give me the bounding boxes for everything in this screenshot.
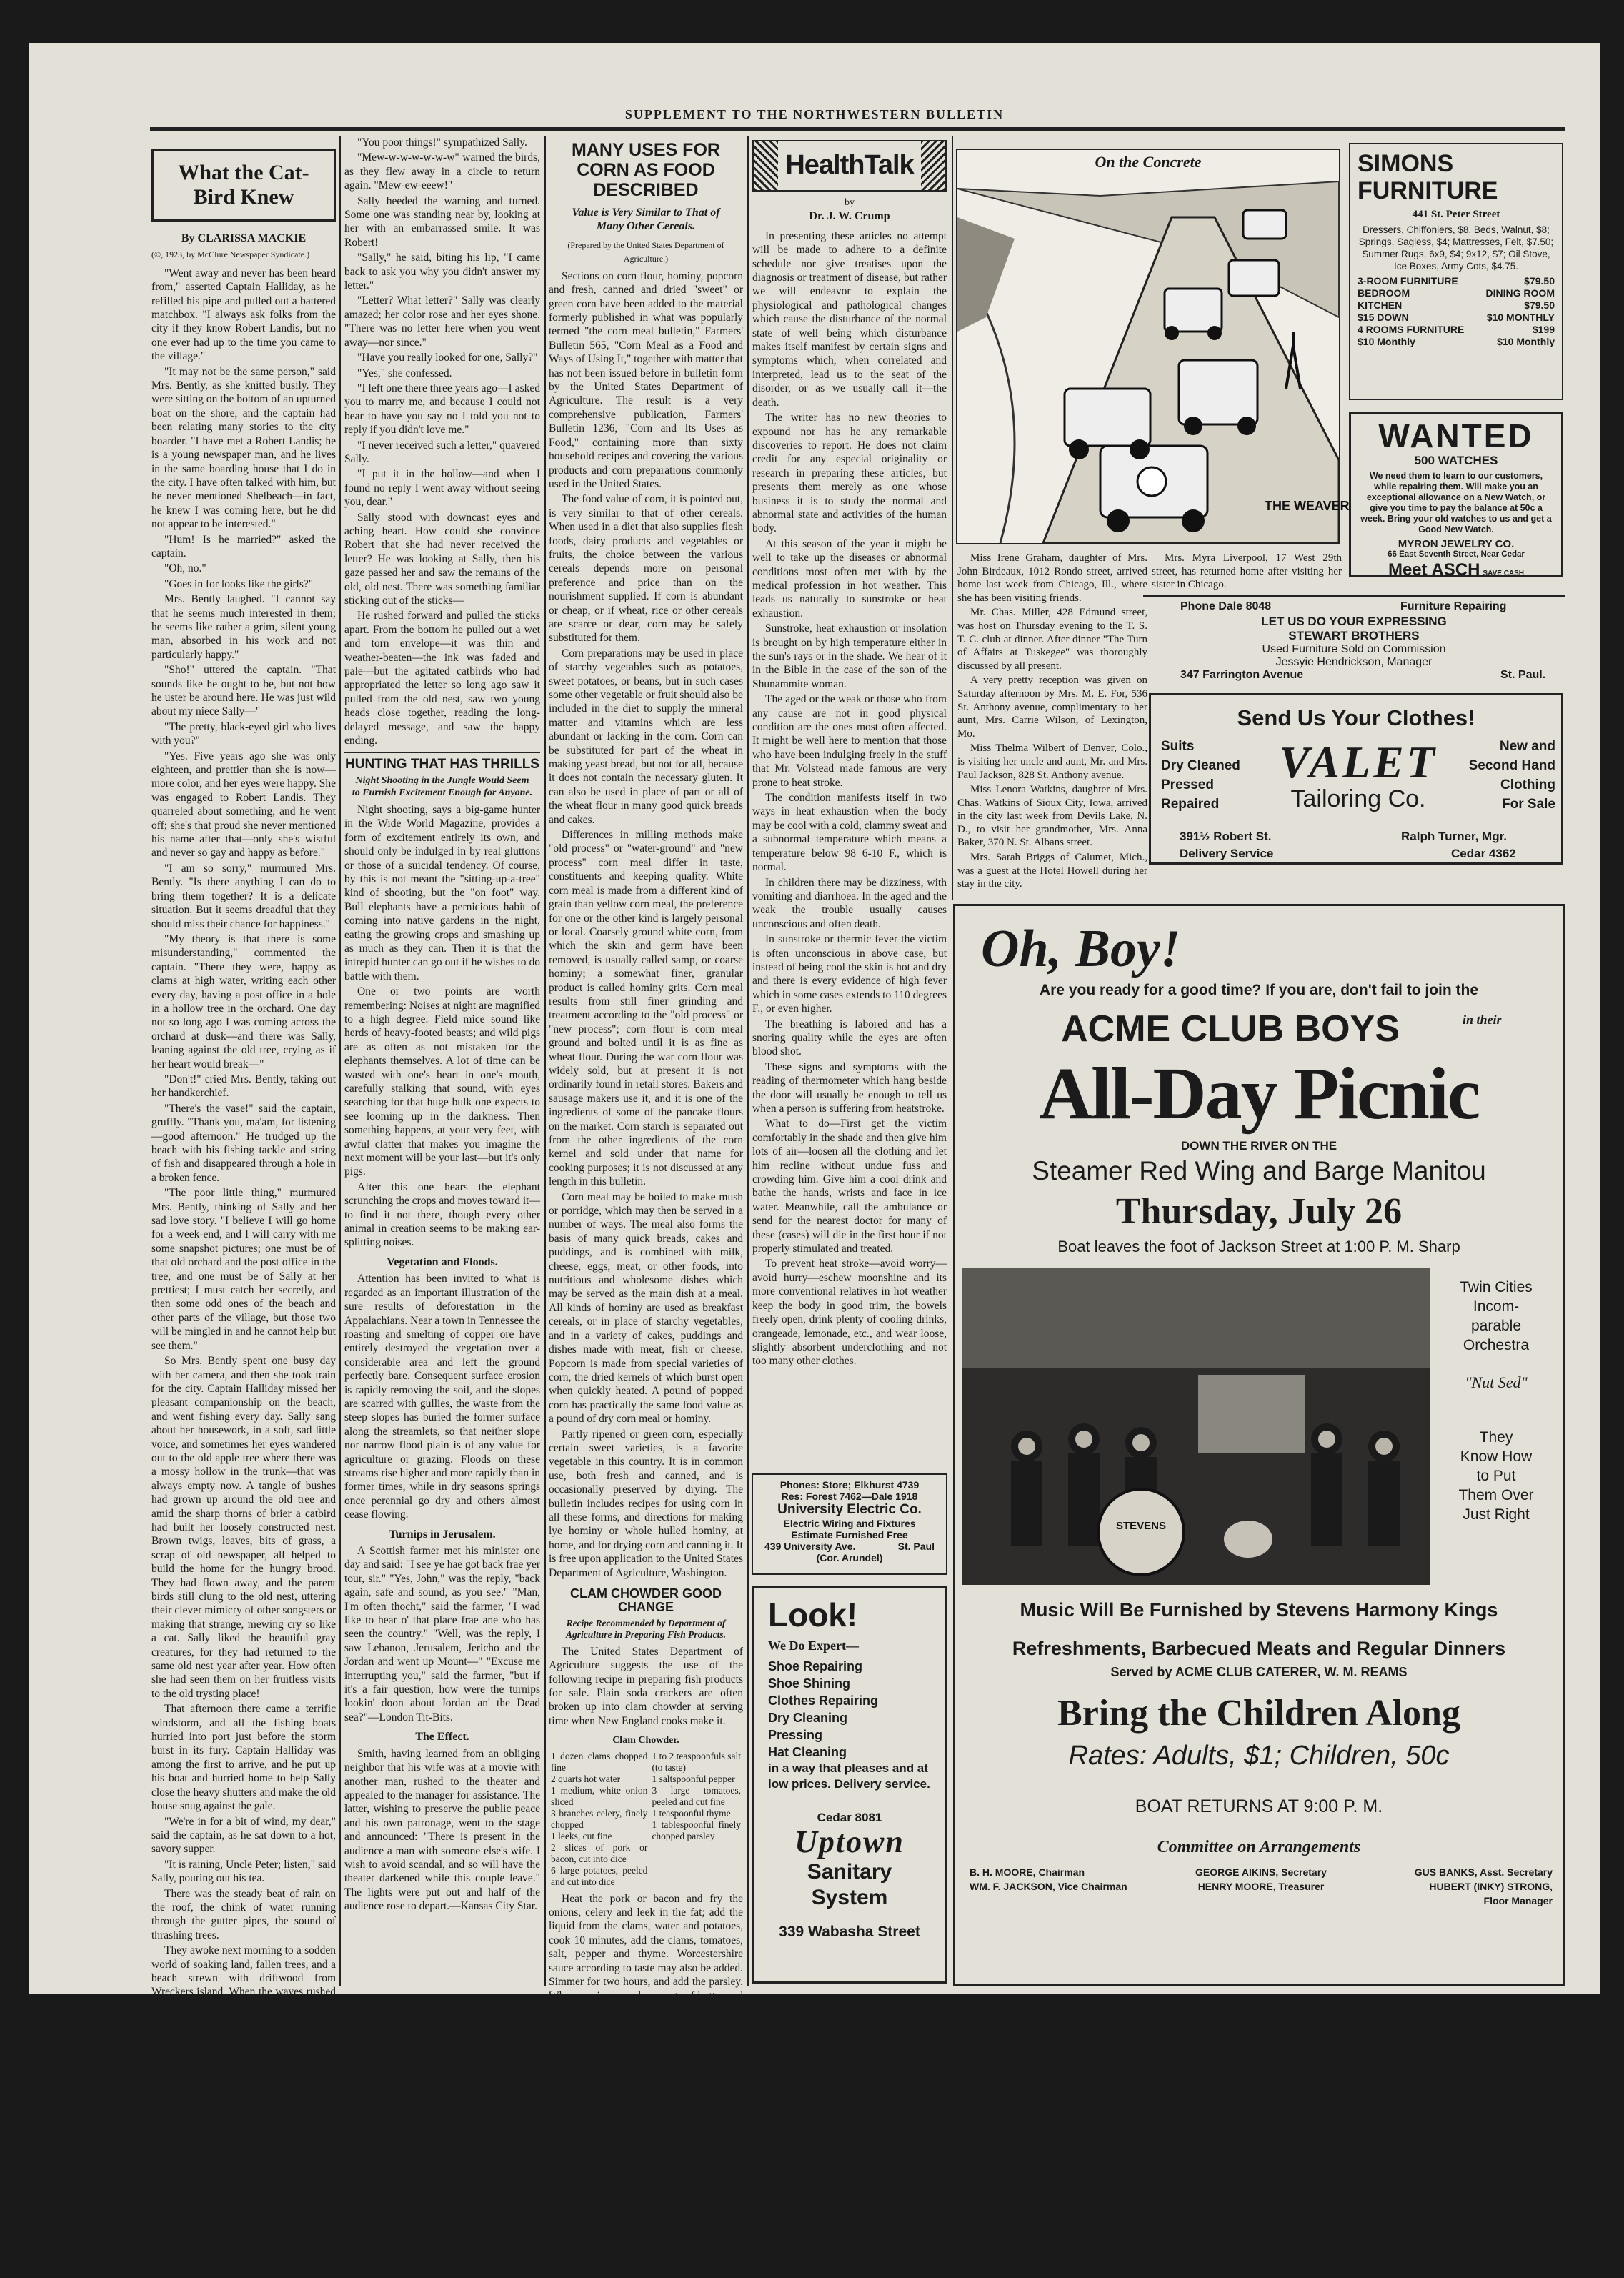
recipe-ingredient: 1 tablespoonful finely chopped parsley	[652, 1819, 741, 1841]
story-paragraph: "The poor little thing," murmured Mrs. Bently, thinking of Sally and her sad love story. "I believe I will go home for a week-end, and I will carry with me some snapshot pictures; one must be of that old orchard and the post office in the tree, and one must be of Sally at her prettiest; I must catch her secretly, and then some odd ones of the beach and other parts of the village, but those two will be mingled in and he cannot help but see them."	[151, 1187, 336, 1352]
section-rule	[344, 752, 540, 753]
health-paragraph: These signs and symptoms with the reading of thermometer which hang beside the door will usually be enough to tell us when a person is suffering from heatstroke.	[752, 1060, 947, 1115]
valet-sale-item: Clothing	[1500, 777, 1555, 792]
recipe-right-column	[649, 1751, 743, 1888]
story-paragraph: "Sally," he said, biting his lip, "I came back to ask you why you didn't answer my letter."	[344, 252, 540, 292]
valet-service: Delivery Service	[1180, 847, 1274, 860]
story-paragraph: "Sho!" uttered the captain. "That sounds like he ought to be, but not how he uster be around here. He was just wild about my niece Sally—"	[151, 664, 336, 718]
simons-price-cell: $10 MONTHLY	[1486, 312, 1555, 323]
officers-row	[970, 1865, 1553, 1879]
story-paragraph: "Went away and never has been heard from," asserted Captain Halliday, as he refilled his pipe and pulled out a battered matchbox. "I always ask folks from the city if they know Robert Landis, but no one ever had up to the time you came to the village."	[151, 267, 336, 363]
social-note: Miss Thelma Wilbert of Denver, Colo., is visiting her uncle and aunt, Mr. and Mrs. Paul Jackson, 828 St. Anthony avenue.	[957, 742, 1147, 781]
picnic-all-day: All-Day Picnic	[1038, 1053, 1480, 1135]
valet-sale-item: Second Hand	[1468, 758, 1555, 773]
health-border-ornament	[921, 141, 945, 190]
health-column	[752, 140, 947, 1469]
story-paragraph: "It is raining, Uncle Peter; listen," said Sally, pouring out his tea.	[151, 1858, 336, 1885]
story-paragraph: He rushed forward and pulled the sticks apart. From the bottom he pulled out a wet and torn envelope—it was thin and weather-beaten—the ink was faded and pale—but the agitated catbirds who had appropriated the letter so long ago saw it pulled from the old nest, saw two young heads close together, reading the long-delayed message, and saw the happy ending.	[344, 610, 540, 747]
story-paragraph: They awoke next morning to a sodden world of soaking land, fallen trees, and a beach strewn with driftwood from Wreckers island. When the waves rushed over Wreckers island one knew it was the worst storm of the season, for then the waves brought in a great quantity of broken ships' timber, of which there was always a plenty on the island.	[151, 1944, 336, 2068]
social-note: Mrs. Sarah Briggs of Calumet, Mich., was a guest at the Hotel Howell during her stay in the city.	[957, 852, 1147, 890]
simons-price-cell: $15 DOWN	[1358, 312, 1409, 323]
simons-name-2: FURNITURE	[1358, 177, 1498, 204]
simons-name: SIMONS	[1358, 150, 1454, 177]
electric-line-1: Electric Wiring and Fixtures	[783, 1518, 916, 1529]
committee-officer: HENRY MOORE, Treasurer	[1197, 1881, 1325, 1892]
recipe-ingredient: 1 leeks, cut fine	[551, 1830, 612, 1841]
wanted-address: 66 East Seventh Street, Near Cedar	[1388, 550, 1525, 559]
look-service-item: Pressing	[768, 1728, 823, 1742]
stewart-phone: Phone Dale 8048	[1180, 600, 1272, 612]
look-service-item: Dry Cleaning	[768, 1711, 848, 1725]
story-paragraph: "You poor things!" sympathized Sally.	[357, 136, 527, 149]
picnic-served: Served by ACME CLUB CATERER, W. M. REAMS	[1110, 1665, 1408, 1679]
recipe-ingredient: 3 large tomatoes, peeled and cut fine	[652, 1784, 741, 1807]
story-paragraph: "The pretty, black-eyed girl who lives with you?"	[151, 720, 336, 747]
social-notes-left-body	[957, 552, 1147, 891]
turnips-heading: Turnips in Jerusalem.	[389, 1528, 496, 1541]
story-paragraph: Captain Halliday went down to the beach to gather some of the driftwood for the winter fires, and Sally wandered through her ruined flower garden and then out to the orchard. There were cries of distress from the catbirds, who were perched in the old apple tree. Sally found their frail nest blown to the ground, and just brought up the thorn bushes was the bottom of the nest—of many nests—for each year the birds had reinforced the old home with new twigs, bits of string and paper. Now the ragged remains of the nest clung defiantly to the stems of the bush.	[151, 2070, 336, 2277]
electric-city: St. Paul	[897, 1541, 935, 1552]
cartoon-panel	[956, 149, 1350, 544]
picnic-ad	[953, 904, 1565, 1986]
story-paragraph: "Have you really looked for one, Sally?"	[357, 352, 538, 364]
thrills-subtitle: Night Shooting in the Jungle Would Seem to Furnish Excitement Enough for Anyone.	[352, 775, 533, 798]
vegetation-text: Attention has been invited to what is regarded as an important illustration of the sure results of deforestation in the Appalachians. Near a town in Tennessee the roasting and smelting of copper ore have entirely destroyed the vegetation over a considerable area and left the ground perfectly bare. Consequent surface erosion is rapidly removing the soil, and the slopes are scarred with gullies, the waste from the steep slopes has buried the former surface along the streamlets, so that neither slope nor narrow flood plain is of any value for agriculture or grazing. Floods on these streams rise higher and more rapidly than in former times, while in dry seasons springs once perennial go dry and others almost cease flowing.	[344, 1273, 540, 1521]
committee-officers	[970, 1865, 1553, 1908]
picnic-leaves: Boat leaves the foot of Jackson Street at 1:00 P. M. Sharp	[1057, 1238, 1460, 1255]
valet-brand: VALET	[1279, 737, 1438, 787]
valet-phone: Cedar 4362	[1451, 847, 1516, 860]
story-paragraph: "It may not be the same person," said Mrs. Bently, as she knitted busily. They were sitting on the bottom of an upturned boat on the shore, and the captain had been relating many stories to the city boarder. "I have met a Robert Landis; he is a young newspaper man, and he lives in the same boarding house that I do in the city. I have often talked with him, but he never mentioned Shelbeach—in fact, he knew I was coming here, but he did not appear to be interested."	[151, 365, 336, 531]
corn-column	[549, 140, 743, 2030]
simons-furniture-ad	[1349, 143, 1563, 400]
chowder-subtitle: Recipe Recommended by Department of Agriculture in Preparing Fish Products.	[566, 1617, 726, 1640]
valet-manager: Ralph Turner, Mgr.	[1401, 830, 1507, 843]
recipe-ingredient: 2 quarts hot water	[551, 1773, 621, 1784]
electric-res: Res: Forest 7462—Dale 1918	[781, 1491, 918, 1502]
thrills-title: HUNTING THAT HAS THRILLS	[345, 757, 539, 772]
column-rule	[952, 136, 953, 900]
orchestra-side-text	[1435, 1278, 1557, 1355]
orchestra-text-line: They	[1479, 1429, 1513, 1446]
stewart-line-3: Used Furniture Sold on Commission	[1262, 643, 1446, 655]
simons-price-row	[1358, 336, 1555, 348]
health-paragraph: In sunstroke or thermic fever the victim is often unconscious in above case, but instead of being cool the skin is hot and dry and there is every evidence of high fever which in some cases extends to 110 degrees F., or even higher.	[752, 933, 947, 1015]
health-by: by	[845, 197, 855, 208]
social-notes-left	[957, 552, 1147, 902]
story-copyright: (©, 1923, by McClure Newspaper Syndicate.)	[151, 249, 310, 260]
chowder-intro: The United States Department of Agriculture suggests the use of the following recipe in preparing fish products for sale. Plain soda crackers are often broken up into clam chowder at serving time when New England cooks make it.	[549, 1645, 743, 1727]
simons-price-cell: DINING ROOM	[1485, 287, 1555, 299]
valet-brand-2: Tailoring Co.	[1290, 785, 1426, 812]
story-paragraph: So Mrs. Bently spent one busy day with her camera, and then she took train for the city. Captain Halliday missed her pleasant companionship on the beach, and went fishing every day. Sally sang about her housework, in a soft, sad little voice, and sometimes her eyes wandered out to the old apple tree where there was a mossy hollow in the trunk—that was always empty now. A tangle of bushes had grown up around the old tree and amid the sharp thorns of brier a catbird had built her loosely constructed nest. Brown twigs, leaves, bits of grass, a scrap of old newspaper, all helped to build the home for the hungry brood. They had flown away, and the parent birds still clung to the old nest, uttering their clever mimicry of other songsters or making that strange, mewing cry so like a cat. Sally liked the beautiful gray creatures, for they had returned to the same old nest year after year. How often she had seen them on her fruitless visits to the old trysting place!	[151, 1355, 336, 1700]
turnips-text: A Scottish farmer met his minister one day and said: "I see ye hae got back frae yer tour, sir." "Yes, John," was the reply, "back again, safe and sound, as you see." "Man, I'm often thocht," said the farmer, "I wad like to hear o' that place frae ane who has seen the country." "Well, was the reply, I saw Lebanon, Jerusalem, Jericho and the Jordan and went up Mount—" "Excuse me interrupting you," said the farmer, "but if it's a fair question, how were the turnips lookin' doon about Jordan an' the Dead sea?"—London Tit-Bits.	[344, 1545, 540, 1724]
story-column	[151, 149, 336, 2277]
story-paragraph: "There's the vase!" said the captain, gruffly. "Thank you, ma'am, for listening—good afternoon." He trudged up the beach with his fishing tackle and string of fish and disappeared through a hole in a broken fence.	[151, 1102, 336, 1184]
officers-row	[970, 1894, 1553, 1908]
cartoon-drawing	[957, 174, 1350, 543]
cartoon-caption: On the Concrete	[1095, 153, 1202, 171]
uptown-address: 339 Wabasha Street	[779, 1924, 920, 1940]
uptown-sanitary-ad	[752, 1586, 947, 1984]
picnic-in-their: in their	[1463, 1013, 1502, 1027]
recipe-ingredient: 1 to 2 teaspoonfuls salt (to taste)	[652, 1750, 741, 1773]
stewart-brothers-ad	[1143, 595, 1565, 681]
story-body	[151, 267, 336, 2278]
story-paragraph: "Goes in for looks like the girls?"	[164, 577, 314, 590]
committee-officer: GEORGE AIKINS, Secretary	[1195, 1866, 1327, 1878]
wanted-firm: MYRON JEWELRY CO.	[1398, 538, 1515, 550]
corn-paragraph: The food value of corn, it is pointed out, is very similar to that of other cereals. When used in a diet that also supplies flesh foods, dairy products and vegetables or fruits, the choice between the various cereals depends more on personal preference and price than on the nourishment supplied. If corn is abundant or cheap, or if wheat, rice or other cereals are scarce or dear, corn may be safely substituted for them.	[549, 493, 743, 645]
simons-price-cell: BEDROOM	[1358, 287, 1410, 299]
look-expert: We Do Expert—	[768, 1638, 859, 1653]
health-paragraph: In presenting these articles no attempt will be made to adhere to a definite schedule nor give treatises upon the diagnosis or treatment of disease, but rather we will endeavor to explain the physiological and pathological changes which cause the disturbance of the normal state of well being which disturbance makes itself manifest by certain signs and symptoms which, when correlated and interpreted, lead us to the seat of the disorder, or as we usually call it—the death.	[752, 229, 947, 409]
health-paragraph: Sunstroke, heat exhaustion or insolation is brought on by high temperature either in the sun's rays or in the shade. We hear of it in the Bible in the case of the son of the Shunammite woman.	[752, 622, 947, 690]
corn-credit: (Prepared by the United States Department of Agriculture.)	[567, 240, 724, 264]
committee-officer: WM. F. JACKSON, Vice Chairman	[970, 1881, 1127, 1892]
valet-service-item: Pressed	[1161, 777, 1214, 792]
valet-left-list	[1161, 737, 1254, 814]
orchestra-text-line: to Put	[1476, 1468, 1516, 1484]
social-note: Mrs. Myra Liverpool, 17 West 29th street, has returned home after visiting her sister in Chicago.	[1152, 552, 1342, 591]
look-service-item: Shoe Shining	[768, 1676, 850, 1691]
electric-corner: (Cor. Arundel)	[816, 1552, 883, 1563]
valet-right-list	[1458, 737, 1555, 814]
picnic-down: DOWN THE RIVER ON THE	[1180, 1139, 1337, 1153]
picnic-date: Thursday, July 26	[1115, 1191, 1403, 1232]
effect-text: Smith, having learned from an obliging neighbor that his wife was at a movie with another man, rushed to the theater and appealed to the manager for assistance. The latter, wishing to preserve the public peace and his own patronage, went to the stage and announced: "There is present in the audience a man with someone else's wife. I wish to avoid scandal, and so will have the theater darkened while this couple leave." The lights were put out and half of the audience rose to depart.—Kansas City Star.	[344, 1747, 540, 1913]
health-paragraph: The aged or the weak or those who from any cause are not in good physical condition are the ones most often affected. It might be well here to mention that those who have been indulging freely in the stuff that Mr. Volstead made famous are very prone to heat stroke.	[752, 693, 947, 789]
simons-price-cell: 3-ROOM FURNITURE	[1358, 275, 1458, 287]
recipe-ingredient: 1 saltspoonful pepper	[652, 1773, 735, 1784]
picnic-club: ACME CLUB BOYS	[1061, 1008, 1400, 1050]
picnic-steamer: Steamer Red Wing and Barge Manitou	[1032, 1156, 1486, 1185]
thrills-paragraph: After this one hears the elephant scrunching the crops and moves toward it—to find it not there, though every other animal in creation seems to be making ear-splitting noises.	[344, 1180, 540, 1249]
story-paragraph: "My theory is that there is some misunderstanding," commented the captain. "There they were, happy as clams at high water, writing each other every day, having a post office in a hole in a hollow tree in the orchard. One day not so long ago I was coming across the orchard at dusk—and there was Sally, leaning against the old tree, crying as if her heart would break—"	[151, 932, 336, 1070]
stewart-line-4: Jessyie Hendrickson, Manager	[1275, 656, 1433, 668]
health-paragraph: To prevent heat stroke—avoid worry—avoid hurry—eschew moonshine and its more conventional relatives in hot weather keep the body in good trim, the bowels freely open, drink plenty of cooling drinks, orangeade, lemonade, etc., and wear loose, slightly absorbent underclothing and not too many other clothes.	[752, 1258, 947, 1368]
simons-prices: Dressers, Chiffoniers, $8, Beds, Walnut, $8; Springs, Sagless, $4; Mattresses, Felt, $7.50; Summer Rugs, 6x9, $4; 9x12, $7; Oil Stove, Ice Boxes, Army Cots, $4.75.	[1358, 224, 1554, 272]
valet-address: 391½ Robert St.	[1180, 830, 1272, 843]
university-electric-ad	[752, 1473, 947, 1575]
story-paragraph: "Mew-w-w-w-w-w-w" warned the birds, as they flew away in a circle to return again. "Mew-ew-eeew!"	[344, 151, 540, 192]
electric-address: 439 University Ave.	[764, 1541, 856, 1552]
orchestra-text-line: parable	[1470, 1318, 1522, 1334]
thrills-body	[344, 803, 540, 1250]
story-title: What the Cat-Bird Knew	[178, 161, 309, 209]
valet-sale-item: New and	[1499, 739, 1555, 754]
column-rule	[544, 136, 546, 1986]
look-service-item: Clothes Repairing	[768, 1693, 879, 1708]
picnic-committee: Committee on Arrangements	[1157, 1838, 1361, 1856]
health-title-box	[752, 140, 947, 192]
simons-price-row	[1358, 324, 1555, 336]
stewart-line-2: STEWART BROTHERS	[1288, 629, 1420, 642]
look-title: Look!	[768, 1596, 858, 1633]
wanted-watches-ad	[1349, 412, 1563, 580]
simons-price-row	[1358, 312, 1555, 324]
corn-subtitle: Value is Very Similar to That of Many Other Cereals.	[572, 207, 720, 232]
story-paragraph: Mrs. Bently laughed. "I cannot say that he seems much interested in them; he seems like rather a grim, silent young man, absorbed in his work and not particularly happy."	[151, 593, 336, 661]
social-note: Miss Irene Graham, daughter of Mrs. John Birdeaux, 1012 Rondo street, arrived home last week from Chicago, Ill., where she has been visiting friends.	[957, 552, 1147, 604]
wanted-title: WANTED	[1378, 417, 1534, 454]
health-title: HealthTalk	[785, 150, 914, 181]
electric-line-2: Estimate Furnished Free	[791, 1529, 908, 1541]
simons-price-cell: $10 Monthly	[1497, 336, 1555, 347]
story-paragraph: Sally stood with downcast eyes and aching heart. How could she convince Robert that she had never received the letter? He was looking at Sally, then his gaze passed her and saw the remains of the old, old nest. There was something familiar sticking out of the sticks—	[344, 511, 540, 607]
look-service-item: Shoe Repairing	[768, 1659, 863, 1673]
simons-price-cell: $79.50	[1524, 299, 1555, 311]
officers-row	[970, 1879, 1553, 1894]
health-paragraph: The condition manifests itself in two ways in heat exhaustion when the body may be cool with a cold, clammy sweat and a subnormal temperature which means a temperature below 98 6-10 F., which is normal.	[752, 792, 947, 874]
chowder-title: CLAM CHOWDER GOOD CHANGE	[570, 1586, 722, 1615]
electric-phones: Phones: Store; Elkhurst 4739	[779, 1479, 920, 1491]
orchestra-text-line: Twin Cities	[1460, 1279, 1533, 1295]
committee-officer	[1164, 1894, 1358, 1908]
committee-officer: GUS BANKS, Asst. Secretary	[1414, 1866, 1553, 1878]
electric-name: University Electric Co.	[777, 1502, 922, 1517]
effect-heading: The Effect.	[415, 1731, 469, 1744]
recipe-ingredient: 6 large potatoes, peeled and cut into dice	[551, 1864, 648, 1887]
thrills-paragraph: Night shooting, says a big-game hunter in the Wide World Magazine, provides a form of excitement entirely its own, and should only be indulged in by real gluttons or those of a suicidal tendency. Of course, by this is not meant the "sitting-up-a-tree" kind of shooting, but the "on foot" way. Bull elephants have a pernicious habit of coming into native gardens in the night, eating the growing crops and smashing up as much as they can. Then it is that the intrepid hunter can go out if he wishes to do battle with them.	[344, 803, 540, 983]
health-author: Dr. J. W. Crump	[809, 210, 890, 223]
corn-paragraph: Corn meal may be boiled to make mush or porridge, which may then be served in a number of ways. The meal also forms the basis of many quick breads, cakes and puddings, and is combined with milk, cheese, eggs, meat, or other foods, into nutritious and wholesome dishes which may be served as the main dish at a meal. All kinds of hominy are used as breakfast cereals, or in place of starchy vegetables, and in a variety of cakes, puddings and dishes made with meat, fish or cheese. Popcorn is made from special varieties of corn, the dried kernels of which burst open when quickly heated. A pound of popped corn has practically the same food value as a pound of dry corn meal or hominy.	[549, 1190, 743, 1426]
health-paragraph: What to do—First get the victim comfortably in the shade and then give him lots of air—loosen all the clothing and let him recline without undue fuss and crowding him. Give him a cool drink and bathe the hands, wrists and face in ice water. Meanwhile, call the ambulance or send for the nearest doctor for many of these (cases) will die in the first hour if not properly stimulated and treated.	[752, 1118, 947, 1255]
story-paragraph: "Letter? What letter?" Sally was clearly amazed; her color rose and her eyes shone. "There was no letter here when you went away—nor since."	[344, 294, 540, 349]
orchestra-name: "Nut Sed"	[1465, 1373, 1528, 1391]
valet-service-item: Repaired	[1161, 797, 1220, 812]
look-phone: Cedar 8081	[817, 1811, 882, 1824]
simons-address: 441 St. Peter Street	[1412, 209, 1500, 220]
orchestra-photo	[962, 1268, 1430, 1585]
stewart-repair: Furniture Repairing	[1400, 600, 1507, 612]
valet-headline: Send Us Your Clothes!	[1237, 705, 1475, 730]
simons-price-cell: $10 Monthly	[1358, 336, 1415, 347]
picnic-rates: Rates: Adults, $1; Children, 50c	[1068, 1741, 1450, 1771]
corn-paragraph: Partly ripened or green corn, especially certain sweet varieties, is a favorite vegetable in this country. It is in common use, both fresh and canned, and is occasionally preserved by drying. The bulletin includes recipes for using corn in all these forms, and directions for making lye hominy or whole hulled hominy, at home, and for drying corn and canning it. It is free upon application to the United States Department of Agriculture, Washington.	[549, 1428, 743, 1579]
stewart-address: 347 Farrington Avenue	[1180, 669, 1304, 681]
committee-officer: Floor Manager	[1483, 1895, 1553, 1906]
recipe-ingredient: 1 medium, white onion sliced	[551, 1784, 648, 1807]
story-paragraph: "I am so sorry," murmured Mrs. Bently. "Is there anything I can do to bring them together? It is a delicate situation. But it seems dreadful that they should miss their chance for happiness."	[151, 862, 336, 930]
story-paragraph: "Yes. Five years ago she was only eighteen, and prettier than she is now—more color, and her eyes were happy. She was engaged to Robert Landis. They quarreled about something, and he went off; she's that proud she never mentioned his name after that—only she's wistful and never so gay and happy as before."	[151, 750, 336, 860]
picnic-returns: BOAT RETURNS AT 9:00 P. M.	[1135, 1796, 1383, 1816]
vegetation-heading: Vegetation and Floods.	[387, 1255, 498, 1268]
health-paragraph: The breathing is labored and has a snoring quality while the eyes are often blood shot.	[752, 1018, 947, 1058]
simons-price-row	[1358, 299, 1555, 312]
social-note: Mr. Chas. Miller, 428 Edmund street, was host on Thursday evening to the T. S. T. C. club at dinner. After dinner "The Turn of Affairs at Tuskegee" was thoroughly discussed by all present.	[957, 607, 1147, 672]
chowder-label: Clam Chowder.	[612, 1735, 679, 1746]
story-paragraph: There was the steady beat of rain on the roof, the chink of water running through the gutter pipes, the sound of thrashing trees.	[151, 1887, 336, 1941]
corn-paragraph: Sections on corn flour, hominy, popcorn and fresh, canned and dried "sweet" or green corn have been added to the material formerly published in what was popularly termed "the corn meal bulletin," Farmers' Bulletin 565, "Corn Meal as a Food and Ways of Using It," together with matter that has not been issued before in bulletin form by the United States Department of Agriculture. The result is a very comprehensive publication, Farmers' Bulletin 1236, "Corn and Its Uses as Food," containing more than sixty household recipes and covering the various products and corn preparations commonly used in the United States.	[549, 269, 743, 490]
drum-label: STEVENS	[1115, 1520, 1167, 1532]
picnic-refreshments: Refreshments, Barbecued Meats and Regular Dinners	[1012, 1638, 1506, 1659]
committee-officer: B. H. MOORE, Chairman	[970, 1866, 1085, 1878]
story-paragraph: "I put it in the hollow—and when I found no reply I went away without seeing you, dear."	[344, 468, 540, 509]
story-paragraph: That afternoon there came a terrific windstorm, and all the fishing boats hurried into port just before the storm burst in its fury. Captain Halliday was among the first to arrive, and he put up his boat and hurried home to help Sally close the heavy shutters and make the old house snug against the gale.	[151, 1703, 336, 1813]
valet-service-item: Dry Cleaned	[1161, 758, 1240, 773]
story-paragraph: Sally heeded the warning and turned. Some one was standing near by, looking at her with an embarrassed smile. It was Robert!	[344, 194, 540, 249]
corn-paragraph: Differences in milling methods make "old process" or "water-ground" and "new process" corn meal differ in taste, constituents and keeping quality. White corn meal is made from a different kind of grain than yellow corn meal, the preference for one or the other kind is largely personal or local. Coarsely ground white corn, from which the skin and germ have been removed, is usually called samp, or coarse hominy; a somewhat finer, granular product is called hominy grits. Corn meal results from still finer grinding and treatment according to the "old process" or "new process"; corn flour is corn meal ground and bolted until it is as fine as wheat flour. During the war corn flour was widely sold, but at present it is not ordinarily found in retail stores. Bakers and sausage makers use it, and it is one of the ingredients of some of the pancake flours on the market. Corn starch is separated out from the other ingredients of the corn kernel and sold under that name for cooking purposes; it is not discussed at any length in this bulletin.	[549, 829, 743, 1188]
orchestra-text-line: Them Over	[1458, 1487, 1534, 1503]
valet-service-item: Suits	[1161, 739, 1195, 754]
column-rule	[747, 136, 749, 1986]
story-byline: By CLARISSA MACKIE	[181, 232, 307, 244]
recipe-ingredient: 2 slices of pork or bacon, cut into dice	[551, 1841, 648, 1864]
uptown-brand-2: Sanitary System	[807, 1860, 892, 1909]
valet-tailoring-ad	[1149, 693, 1563, 865]
column-rule	[339, 136, 341, 1986]
corn-title: MANY USES FOR CORN AS FOOD DESCRIBED	[572, 140, 720, 200]
story-body-continued	[344, 136, 540, 747]
wanted-save: SAVE CASH	[1483, 570, 1525, 577]
health-paragraph: The writer has no new theories to expound nor has he any remarkable discoveries to report. He does not claim credit for any especial originality or research in preparing these articles, but presents them merely as one whose business it is to study the normal and abnormal state and activities of the human body.	[752, 412, 947, 535]
picnic-children: Bring the Children Along	[1057, 1693, 1460, 1734]
page-header: SUPPLEMENT TO THE NORTHWESTERN BULLETIN	[624, 107, 1005, 121]
simons-price-cell: 4 ROOMS FURNITURE	[1358, 324, 1465, 335]
picnic-oh-boy: Oh, Boy!	[981, 920, 1181, 978]
story-paragraph: "Oh, no."	[164, 562, 206, 575]
committee-officer	[970, 1894, 1164, 1908]
story-paragraph: "I left one there three years ago—I asked you to marry me, and because I could not bear to have you say no I told you not to reply if you didn't love me."	[344, 382, 540, 437]
story-title-box	[151, 149, 336, 222]
health-paragraph: At this season of the year it might be well to take up the diseases or abnormal conditions most often met with by the medical profession in hot weather. This leads us naturally to sunstroke or heat exhaustion.	[752, 537, 947, 620]
wanted-text: We need them to learn to our customers, while repairing them. Will make you an exceptional allowance on a New Watch, or give you time to pay the balance at 50c a week. Bring your old watches to us and get a Good New Watch.	[1360, 471, 1552, 534]
social-note: Miss Lenora Watkins, daughter of Mrs. Chas. Watkins of Sioux City, Iowa, arrived in the city last week from Devils Lake, N. D., to visit her grandmother, Mrs. Anna Baker, 370 N. St. Albans street.	[957, 784, 1147, 849]
recipe-ingredient: 3 branches celery, finely chopped	[551, 1807, 648, 1830]
valet-sale-item: For Sale	[1502, 797, 1555, 812]
health-body	[752, 229, 947, 1368]
committee-officer: HUBERT (INKY) STRONG,	[1429, 1881, 1553, 1892]
orchestra-text-line: Orchestra	[1463, 1337, 1530, 1353]
recipe-ingredient: 1 teaspoonful thyme	[652, 1807, 731, 1819]
thrills-paragraph: One or two points are worth remembering: Noises at night are magnified to a high degree. Field mice sound like herds of heavy-footed beasts; and wild pigs are as often as not mistaken for the elephants themselves. A lot of time can be wasted with one's heart in one's mouth, carefully stalking that sound, with eyes searching for that huge bulk one expects to see looming up in the darkness. Then something happens, at your very feet, with awful clatter that makes you imagine the next moment will be your last—but it's only pigs.	[344, 985, 540, 1178]
look-closing: in a way that pleases and at low prices. Delivery service.	[768, 1761, 930, 1791]
story-paragraph: "Hum! Is he married?" asked the captain.	[151, 533, 336, 559]
orchestra-text-line: Just Right	[1463, 1506, 1530, 1523]
orchestra-know-how	[1435, 1428, 1557, 1524]
health-border-ornament	[754, 141, 778, 190]
wanted-meet: Meet ASCH	[1388, 560, 1480, 580]
look-service-item: Hat Cleaning	[768, 1745, 847, 1759]
newspaper-page	[29, 43, 1600, 2277]
recipe-ingredient: 1 dozen clams chopped fine	[551, 1750, 648, 1773]
corn-body	[549, 269, 743, 1580]
chowder-recipe-table	[549, 1751, 743, 1888]
simons-price-cell: KITCHEN	[1358, 299, 1403, 311]
simons-price-row	[1358, 287, 1555, 299]
orchestra-text-line: Know How	[1460, 1448, 1533, 1465]
simons-price-row	[1358, 275, 1555, 287]
story-continued-column	[344, 136, 540, 1986]
simons-price-cell: $79.50	[1524, 275, 1555, 287]
recipe-left-column	[549, 1751, 649, 1888]
look-services	[768, 1658, 931, 1761]
orchestra-text-line: Incom-	[1473, 1298, 1520, 1315]
cartoon-artist: THE WEAVER	[1265, 499, 1350, 513]
stewart-line-1: LET US DO YOUR EXPRESSING	[1261, 615, 1447, 628]
story-paragraph: "I never received such a letter," quavered Sally.	[344, 439, 540, 465]
story-paragraph: "We're in for a bit of wind, my dear," said the captain, as he sat down to a hot, savory supper.	[151, 1815, 336, 1856]
social-note: A very pretty reception was given on Saturday afternoon by Mrs. M. E. For, 536 St. Anthony avenue, complimentary to her aunt, Mrs. Carrie Wilson, of Lexington, Mo.	[957, 675, 1147, 740]
simons-price-cell: $199	[1532, 324, 1555, 335]
picnic-ready: Are you ready for a good time? If you are, don't fail to join the	[1039, 982, 1479, 998]
corn-paragraph: Corn preparations may be used in place of starchy vegetables such as potatoes, sweet potatoes, or beans, but in such cases some other vegetable or fruit should also be included in the diet to supply the mineral matter and vitamins which are less abundant or lacking in the corn. Corn can be substituted for part of the wheat in making yeast bread, but not for all, because it does not contain the necessary gluten. It can also be used in place of part or all of the wheat flour in many good quick breads and cakes.	[549, 647, 743, 826]
stewart-city: St. Paul.	[1500, 669, 1546, 681]
wanted-sub: 500 WATCHES	[1414, 454, 1498, 467]
picnic-music: Music Will Be Furnished by Stevens Harmony Kings	[1020, 1599, 1498, 1621]
header-rule	[150, 127, 1565, 131]
ad-rule	[1143, 595, 1565, 597]
chowder-text: Heat the pork or bacon and fry the onions, celery and leek in the fat; add the liquid from the clams, water and potatoes, cook 10 minutes, add the clams, tomatoes, salt, pepper and thyme. Worcestershire sauce according to taste may also be added. Simmer for two hours, and add the parsley. When serving, equal amounts of butter and flour may be creamed together and added as thickening to the heated chowder.	[549, 1892, 743, 2030]
story-paragraph: "Don't!" cried Mrs. Bently, taking out her handkerchief.	[151, 1073, 336, 1100]
uptown-brand: Uptown	[794, 1824, 905, 1859]
story-paragraph: "Yes," she confessed.	[357, 367, 452, 379]
simons-price-table	[1358, 275, 1555, 348]
health-paragraph: In children there may be dizziness, with vomiting and diarrhoea. In the aged and the weak the trouble usually causes unconscious and often death.	[752, 876, 947, 930]
